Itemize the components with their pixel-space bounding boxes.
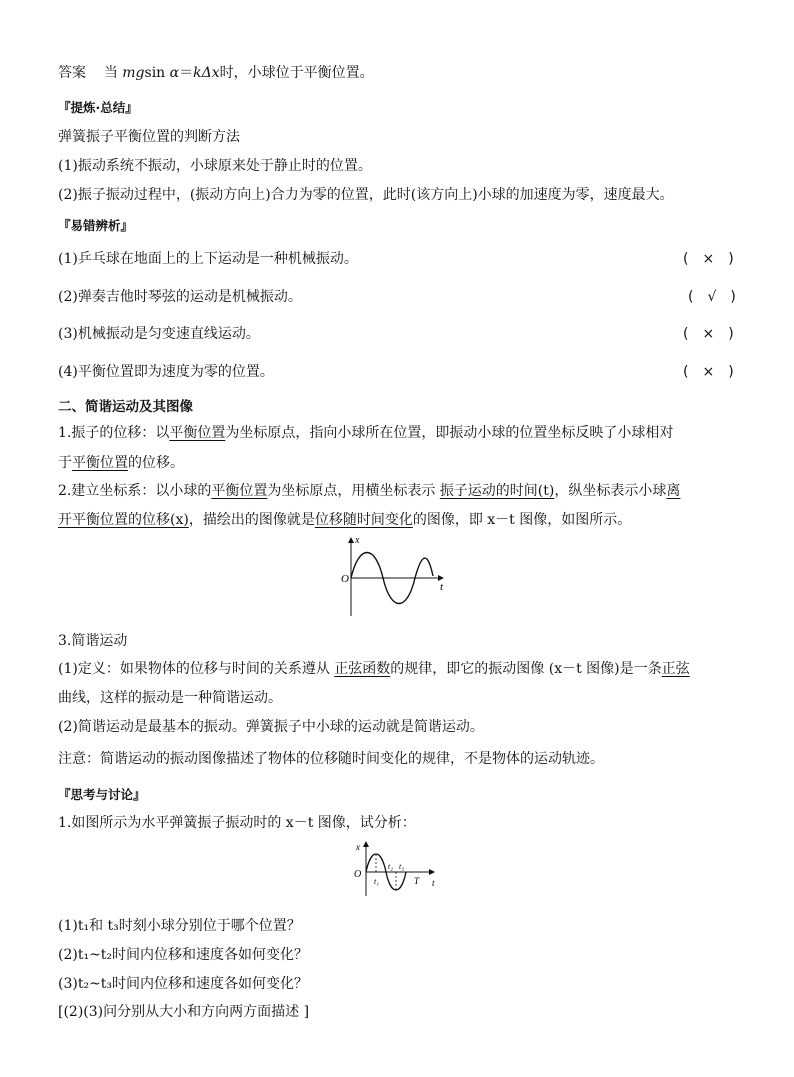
mistake-mark-2: ( √ ) bbox=[688, 289, 736, 305]
p2-text-d: ，描绘出的图像就是 bbox=[188, 512, 315, 528]
mistake-item-2: (2)弹奏吉他时琴弦的运动是机械振动。 bbox=[58, 289, 302, 305]
fig2-t-label: t bbox=[432, 878, 435, 888]
p1-text-c: 于 bbox=[58, 455, 72, 471]
discussion-sub-2: (2)t₁~t₂时间内位移和速度各如何变化？ bbox=[58, 947, 309, 963]
answer-line bbox=[58, 62, 374, 82]
formula-alpha: α bbox=[169, 65, 180, 81]
p1-text-d: 的位移。 bbox=[128, 455, 184, 471]
section2-p2-line1 bbox=[58, 480, 680, 500]
p2-underline-3: 离 bbox=[666, 483, 681, 499]
formula-dx: Δx bbox=[201, 65, 220, 81]
summary-title: 弹簧振子平衡位置的判断方法 bbox=[58, 129, 240, 145]
mistake-mark-4: ( × ) bbox=[683, 364, 734, 380]
formula-k: k bbox=[193, 65, 202, 81]
p2-underline-1: 平衡位置 bbox=[211, 483, 268, 499]
def-text-a: (1)定义：如果物体的位移与时间的关系遵从 bbox=[58, 661, 330, 677]
section2-p2-line2 bbox=[58, 509, 631, 529]
fig2-t2-label: t₂ bbox=[388, 862, 394, 871]
mistake-item-3: (3)机械振动是匀变速直线运动。 bbox=[58, 326, 260, 342]
mistake-mark-3: ( × ) bbox=[683, 326, 734, 342]
p1-text-b: 为坐标原点，指向小球所在位置，即振动小球的位置坐标反映了小球相对 bbox=[225, 425, 674, 441]
definition-line2: 曲线，这样的振动是一种简谐运动。 bbox=[58, 690, 282, 706]
fig2-period-label: T bbox=[414, 876, 420, 886]
p1-text-a: 1.振子的位移：以 bbox=[58, 425, 170, 441]
p2-underline-5: 位移随时间变化 bbox=[314, 512, 413, 528]
p2-underline-2: 振子运动的时间(t) bbox=[439, 483, 555, 499]
section2-title: 二、简谐运动及其图像 bbox=[58, 399, 193, 415]
discussion-q1: 1.如图所示为水平弹簧振子振动时的 x－t 图像，试分析： bbox=[58, 815, 416, 831]
p2-underline-4: 开平衡位置的位移(x) bbox=[58, 512, 189, 528]
p2-text-a: 2.建立坐标系：以小球的 bbox=[58, 483, 212, 499]
simple-harmonic-title: 3.简谐运动 bbox=[58, 633, 128, 649]
p2-text-b: 为坐标原点，用横坐标表示 bbox=[267, 483, 436, 499]
note-line: 注意：简谐运动的振动图像描述了物体的位移随时间变化的规律，不是物体的运动轨迹。 bbox=[58, 751, 604, 767]
discussion-sub-3: (3)t₂~t₃时间内位移和速度各如何变化？ bbox=[58, 976, 309, 992]
p1-underline-1: 平衡位置 bbox=[169, 425, 226, 441]
fig1-x-label: x bbox=[355, 535, 360, 546]
simple-harmonic-item-2: (2)简谐运动是最基本的振动。弹簧振子中小球的运动就是简谐运动。 bbox=[58, 719, 484, 735]
summary-item-1: (1)振动系统不振动，小球原来处于静止时的位置。 bbox=[58, 158, 372, 174]
summary-heading: 『提炼·总结』 bbox=[58, 100, 138, 115]
answer-prefix: 当 bbox=[103, 65, 123, 81]
formula-sin: sin bbox=[144, 65, 170, 81]
discussion-heading: 『思考与讨论』 bbox=[58, 787, 146, 802]
fig1-t-label: t bbox=[440, 581, 444, 593]
fig2-origin-label: O bbox=[354, 869, 362, 880]
sine-graph-figure bbox=[335, 534, 455, 620]
fig2-t3-label: t₃ bbox=[399, 862, 405, 871]
summary-item-2: (2)振子振动过程中，(振动方向上)合力为零的位置，此时(该方向上)小球的加速度为零，速度最大。 bbox=[58, 187, 674, 203]
answer-suffix: 时，小球位于平衡位置。 bbox=[219, 65, 374, 81]
fig2-x-label: x bbox=[356, 842, 360, 852]
mistake-item-4: (4)平衡位置即为速度为零的位置。 bbox=[58, 364, 274, 380]
p1-underline-2: 平衡位置 bbox=[72, 455, 128, 471]
p2-text-e: 的图像，即 x－t 图像，如图所示。 bbox=[412, 512, 632, 528]
formula-mg: mg bbox=[122, 65, 145, 81]
def-underline-2: 正弦 bbox=[661, 661, 690, 677]
mistake-item-1: (1)乒乓球在地面上的上下运动是一种机械振动。 bbox=[58, 251, 358, 267]
def-underline-1: 正弦函数 bbox=[334, 661, 391, 677]
mistake-mark-1: ( × ) bbox=[683, 251, 734, 267]
section2-p1-line1 bbox=[58, 422, 673, 442]
fig2-t1-label: t₁ bbox=[374, 877, 380, 886]
discussion-sub-1: (1)t₁和 t₃时刻小球分别位于哪个位置？ bbox=[58, 918, 301, 934]
p2-text-c: ，纵坐标表示小球 bbox=[554, 483, 667, 499]
fig1-origin-label: O bbox=[341, 573, 349, 585]
discussion-hint: [(2)(3)问分别从大小和方向两方面描述 ] bbox=[58, 1004, 310, 1020]
def-text-b: 的规律，即它的振动图像 (x－t 图像)是一条 bbox=[390, 661, 662, 677]
mistakes-heading: 『易错辨析』 bbox=[58, 218, 134, 233]
definition-line1 bbox=[58, 658, 690, 678]
answer-label: 答案 bbox=[58, 65, 86, 81]
formula-eq: ＝ bbox=[179, 65, 194, 81]
section2-p1-line2 bbox=[58, 452, 184, 472]
xt-graph-figure bbox=[350, 838, 442, 898]
